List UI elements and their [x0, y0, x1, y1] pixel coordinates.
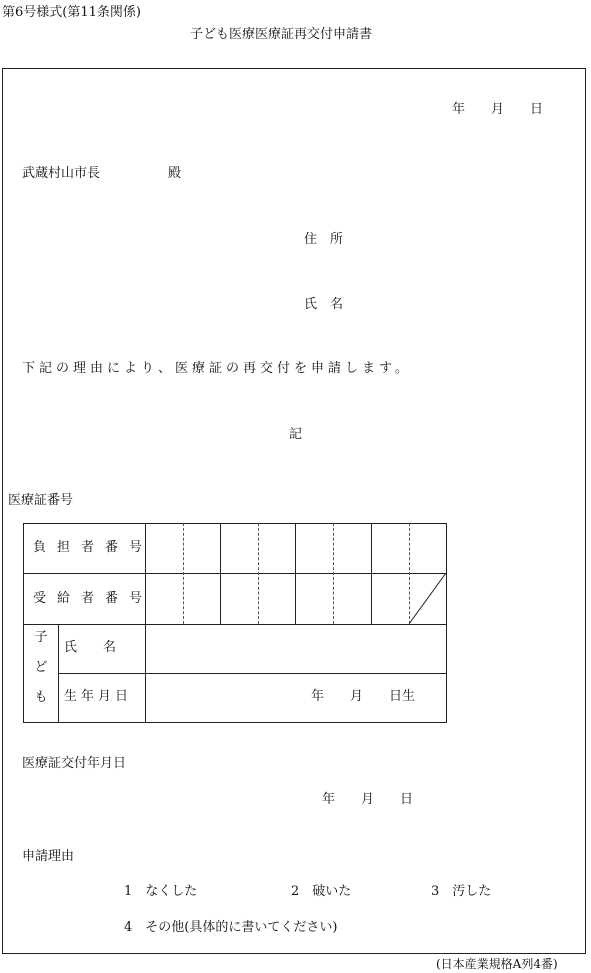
reason-text: 汚した: [452, 884, 492, 899]
child-label-char: 子: [34, 630, 48, 645]
date-line: 年 月 日: [452, 102, 544, 117]
ki-label: 記: [289, 427, 303, 442]
request-statement: 下記の理由により、医療証の再交付を申請します。: [22, 361, 412, 376]
reason-label: 申請理由: [22, 849, 75, 864]
form-frame: [2, 68, 586, 954]
reason-3: [431, 885, 491, 898]
child-name-label: 氏 名: [64, 640, 117, 655]
form-number: 第6号様式(第11条関係): [2, 5, 141, 20]
honorific: 殿: [168, 166, 182, 181]
paper-size-note: (日本産業規格A列4番): [436, 957, 558, 971]
payer-number-label: 負担者番号: [33, 540, 154, 555]
address-label: 住 所: [304, 232, 344, 247]
reason-text: なくした: [145, 884, 198, 899]
birthdate-value: 年 月 日生: [311, 689, 416, 704]
reason-text: その他(具体的に書いてください): [145, 920, 338, 935]
issue-date-label: 医療証交付年月日: [22, 756, 127, 771]
addressee: 武蔵村山市長: [22, 166, 101, 181]
issue-date-value: 年 月 日: [322, 792, 414, 807]
reason-text: 破いた: [312, 884, 352, 899]
certificate-table: [23, 523, 447, 723]
child-label-char: も: [34, 690, 48, 705]
child-label: [32, 631, 50, 721]
name-label: 氏 名: [304, 297, 344, 312]
reason-number: 4: [124, 920, 133, 935]
cert-number-label: 医療証番号: [8, 493, 74, 508]
form-title: 子ども医療医療証再交付申請書: [190, 27, 373, 42]
diagonal-slash: [409, 573, 447, 625]
reason-1: [124, 885, 197, 898]
birthdate-label: 生年月日: [64, 689, 133, 704]
reason-number: 3: [431, 884, 440, 899]
reason-number: 1: [124, 884, 133, 899]
recipient-number-label: 受給者番号: [33, 591, 154, 606]
reason-4: [124, 921, 337, 934]
child-label-char: ど: [34, 660, 48, 675]
reason-number: 2: [291, 884, 300, 899]
reason-2: [291, 885, 351, 898]
